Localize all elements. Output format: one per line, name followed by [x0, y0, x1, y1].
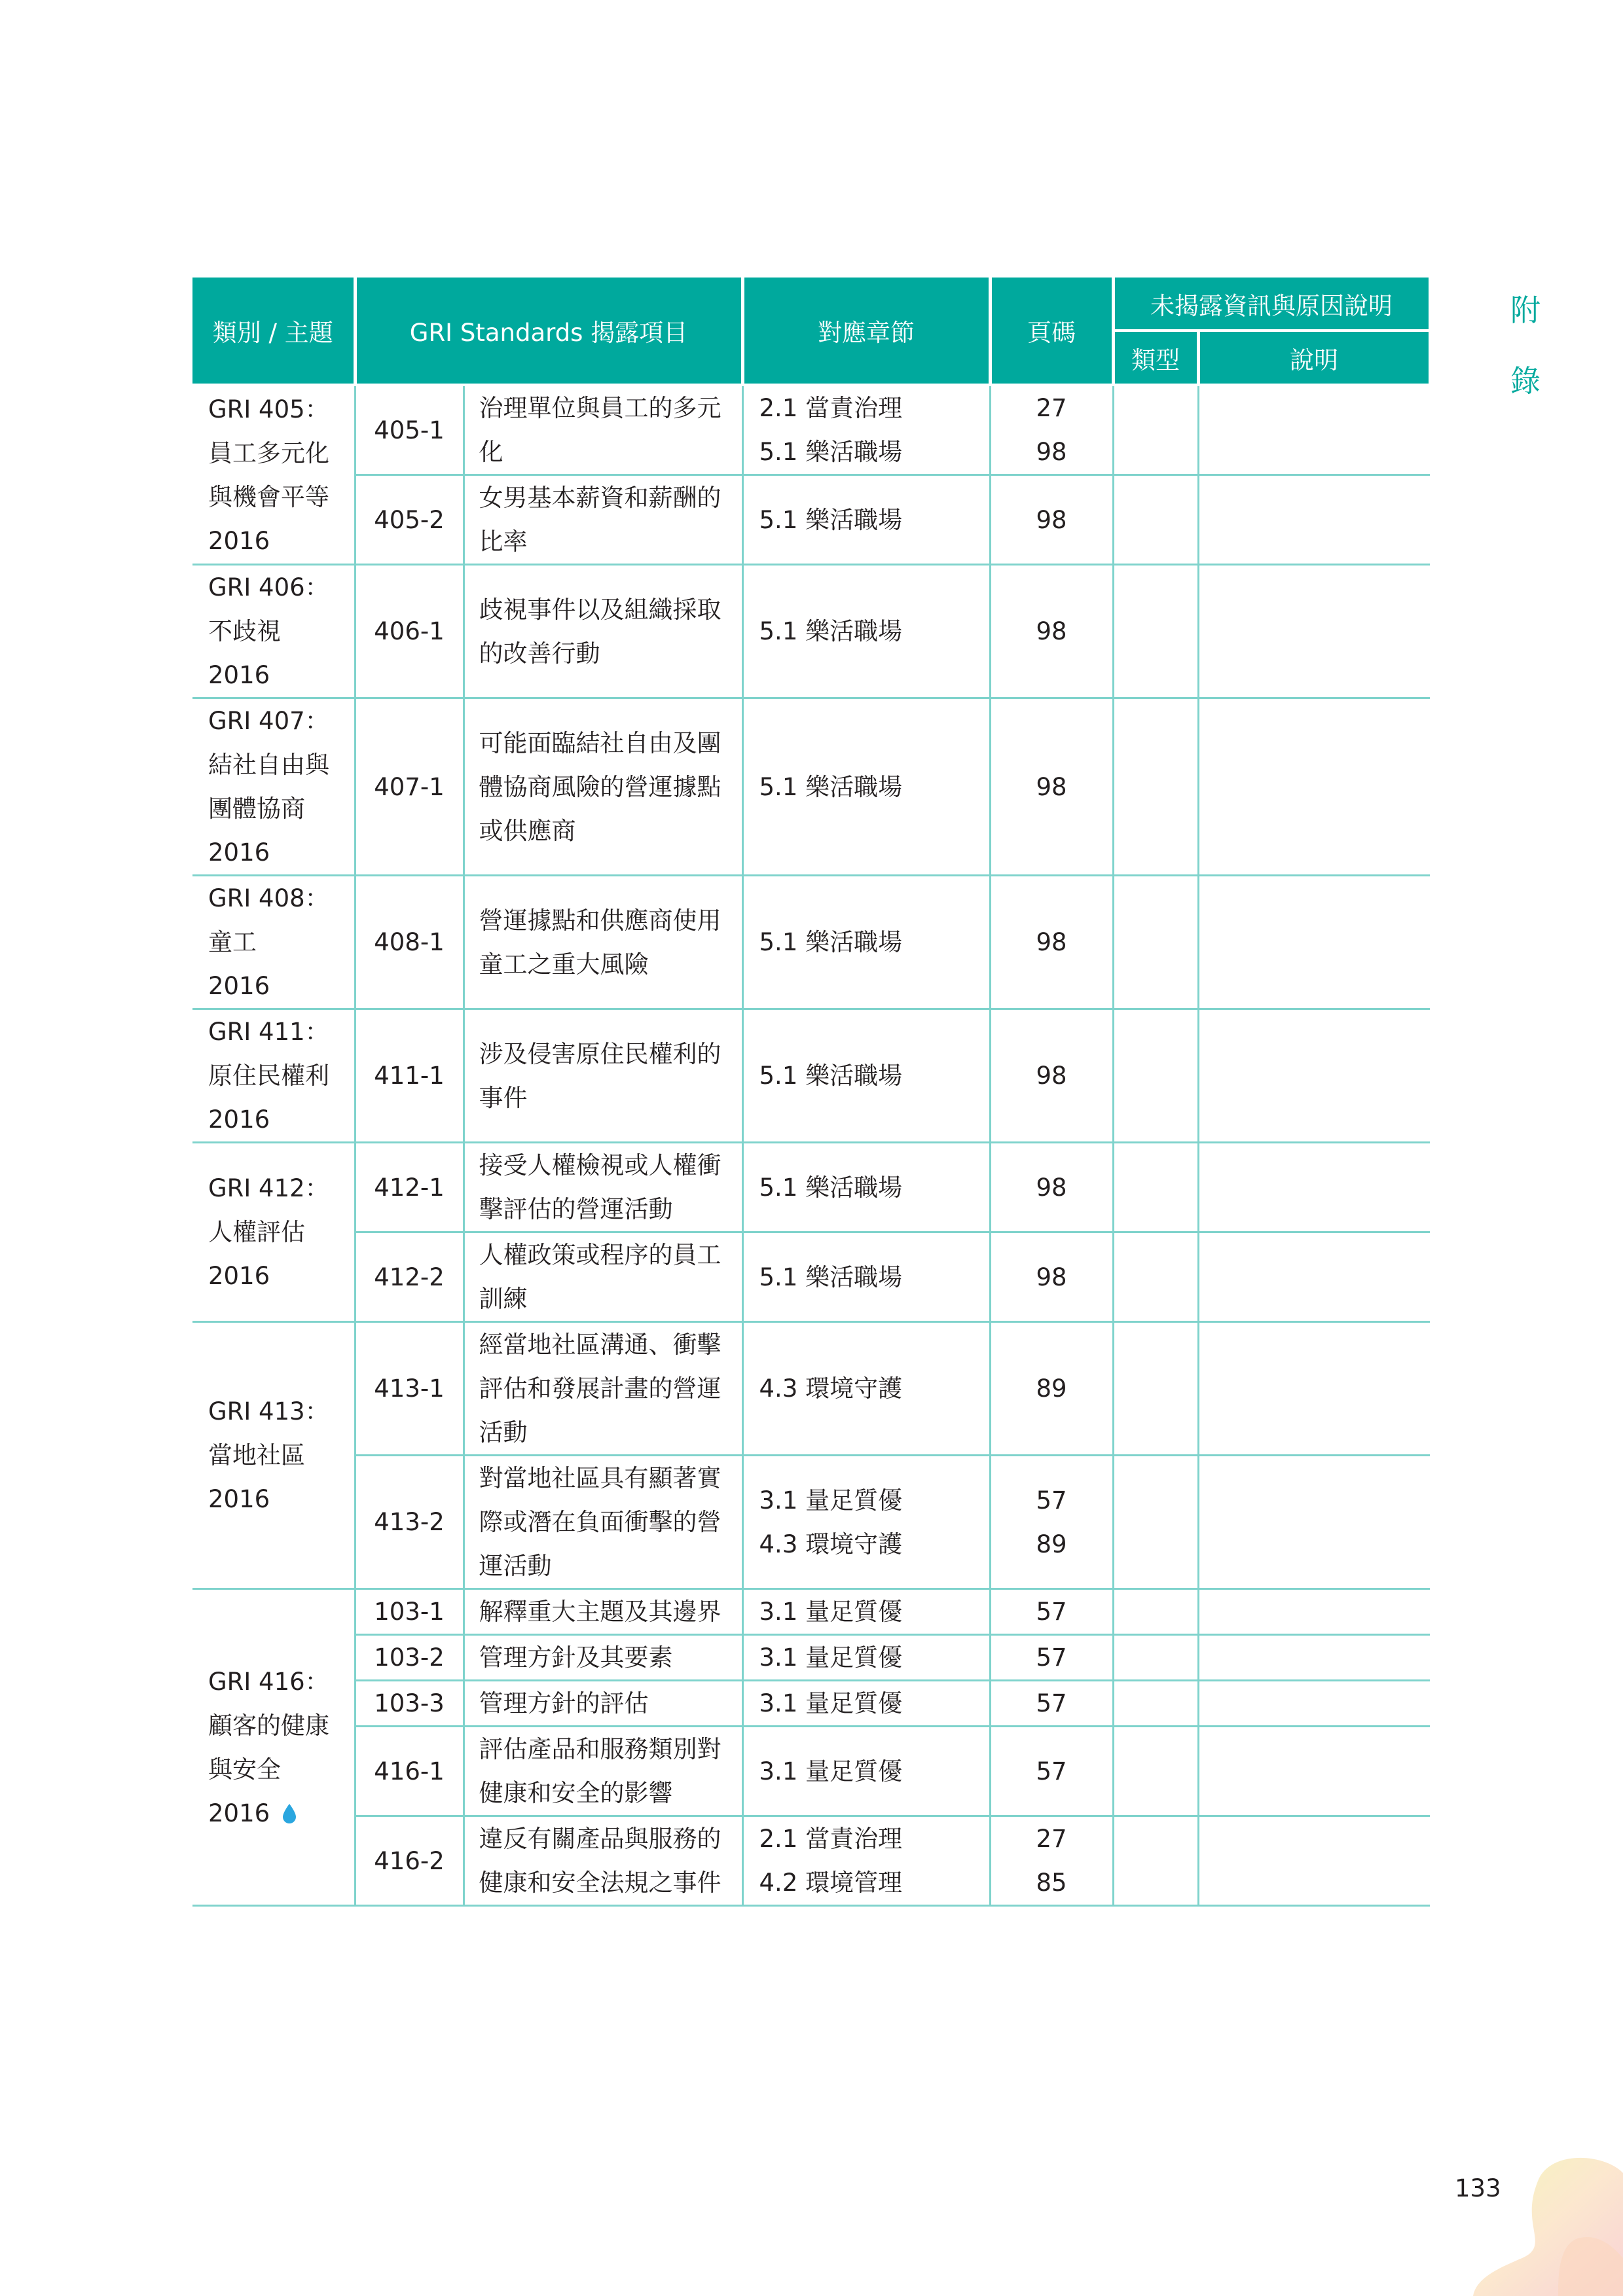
table-body [192, 385, 1430, 1906]
table-row [192, 1322, 1430, 1456]
table-header [192, 278, 1430, 385]
disclosure-item [464, 565, 742, 698]
type-cell [1113, 1143, 1198, 1232]
disclosure-item-line: 評估和發展計畫的營運 [479, 1374, 721, 1403]
page-line: 85 [1036, 1869, 1067, 1897]
disclosure-item-line: 管理方針的評估 [479, 1689, 649, 1717]
page-line: 89 [1036, 1530, 1067, 1558]
chapter-line: 5.1 樂活職場 [759, 1263, 903, 1291]
disclosure-code: 103-3 [355, 1681, 464, 1727]
table-row [192, 565, 1430, 698]
page-cell [990, 1589, 1113, 1635]
disclosure-item-line: 際或潛在負面衝擊的營 [479, 1508, 721, 1536]
header-gri-standards: GRI Standards 揭露項目 [355, 278, 742, 385]
disclosure-item-line: 體協商風險的營運據點 [479, 772, 721, 801]
chapter-cell [742, 1009, 990, 1143]
topic-cell [192, 698, 355, 876]
explanation-cell [1198, 1589, 1430, 1635]
topic-line: 2016 [208, 1485, 270, 1513]
disclosure-item-line: 可能面臨結社自由及團 [479, 728, 721, 757]
table-row [192, 1635, 1430, 1681]
page-line: 98 [1036, 772, 1067, 801]
type-cell [1113, 1681, 1198, 1727]
type-cell [1113, 1232, 1198, 1322]
page-line: 57 [1036, 1689, 1067, 1717]
disclosure-item-line: 治理單位與員工的多元 [479, 394, 721, 422]
chapter-line: 4.2 環境管理 [759, 1869, 903, 1897]
page-cell [990, 1143, 1113, 1232]
disclosure-item [464, 698, 742, 876]
chapter-line: 5.1 樂活職場 [759, 1062, 903, 1090]
disclosure-item [464, 1143, 742, 1232]
disclosure-item-line: 接受人權檢視或人權衝 [479, 1151, 721, 1179]
topic-line: 不歧視 [208, 617, 281, 645]
topic-cell [192, 565, 355, 698]
type-cell [1113, 475, 1198, 565]
explanation-cell [1198, 876, 1430, 1009]
disclosure-code: 413-2 [355, 1456, 464, 1589]
chapter-cell [742, 1322, 990, 1456]
chapter-cell [742, 475, 990, 565]
appendix-side-label [1506, 275, 1545, 416]
chapter-cell [742, 1456, 990, 1589]
page-number: 133 [1455, 2174, 1501, 2202]
chapter-line: 4.3 環境守護 [759, 1530, 903, 1558]
disclosure-item-line: 擊評估的營運活動 [479, 1195, 673, 1223]
topic-line: GRI 416： [208, 1667, 329, 1696]
topic-line: 2016 [208, 1799, 270, 1827]
topic-cell [192, 1589, 355, 1906]
chapter-line: 3.1 量足質優 [759, 1643, 903, 1672]
page-cell [990, 1681, 1113, 1727]
explanation-cell [1198, 1681, 1430, 1727]
page-line: 98 [1036, 1062, 1067, 1090]
disclosure-item-line: 經當地社區溝通、衝擊 [479, 1331, 721, 1359]
page-cell [990, 1816, 1113, 1906]
disclosure-item-line: 健康和安全的影響 [479, 1779, 673, 1807]
type-cell [1113, 1322, 1198, 1456]
chapter-line: 5.1 樂活職場 [759, 772, 903, 801]
chapter-line: 5.1 樂活職場 [759, 617, 903, 645]
disclosure-code: 412-2 [355, 1232, 464, 1322]
topic-line: 2016 [208, 1262, 270, 1290]
explanation-cell [1198, 385, 1430, 475]
chapter-line: 3.1 量足質優 [759, 1689, 903, 1717]
header-category: 類別 / 主題 [192, 278, 355, 385]
page-line: 27 [1036, 1825, 1067, 1853]
chapter-line: 5.1 樂活職場 [759, 928, 903, 956]
page-line: 98 [1036, 928, 1067, 956]
table-row [192, 1232, 1430, 1322]
page-line: 57 [1036, 1598, 1067, 1626]
topic-cell [192, 1009, 355, 1143]
topic-line: 員工多元化 [208, 439, 329, 467]
table-row [192, 1727, 1430, 1816]
page-cell [990, 1232, 1113, 1322]
topic-line: 2016 [208, 1105, 270, 1134]
type-cell [1113, 1009, 1198, 1143]
page-line: 98 [1036, 505, 1067, 534]
table-row [192, 1816, 1430, 1906]
disclosure-item-line: 歧視事件以及組織採取 [479, 595, 721, 624]
disclosure-code: 405-2 [355, 475, 464, 565]
table-row [192, 1143, 1430, 1232]
topic-line: GRI 406： [208, 573, 329, 601]
disclosure-item [464, 1232, 742, 1322]
header-chapter: 對應章節 [742, 278, 990, 385]
table-row [192, 698, 1430, 876]
explanation-cell [1198, 475, 1430, 565]
topic-line: 當地社區 [208, 1441, 305, 1469]
topic-cell [192, 1143, 355, 1322]
table-row [192, 1589, 1430, 1635]
disclosure-item-line: 的改善行動 [479, 639, 600, 668]
topic-line: GRI 405： [208, 395, 329, 423]
chapter-line: 2.1 當責治理 [759, 394, 903, 422]
topic-line: GRI 411： [208, 1018, 329, 1046]
chapter-line: 5.1 樂活職場 [759, 1173, 903, 1202]
table-row [192, 876, 1430, 1009]
disclosure-item-line: 管理方針及其要素 [479, 1643, 673, 1672]
disclosure-item [464, 1322, 742, 1456]
type-cell [1113, 1816, 1198, 1906]
disclosure-item [464, 1456, 742, 1589]
explanation-cell [1198, 1322, 1430, 1456]
disclosure-item-line: 違反有關產品與服務的 [479, 1825, 721, 1853]
table-row [192, 1456, 1430, 1589]
explanation-cell [1198, 1816, 1430, 1906]
table-row [192, 1681, 1430, 1727]
disclosure-item-line: 評估產品和服務類別對 [479, 1735, 721, 1763]
page-cell [990, 1635, 1113, 1681]
disclosure-item [464, 1816, 742, 1906]
disclosure-code: 411-1 [355, 1009, 464, 1143]
chapter-cell [742, 1589, 990, 1635]
chapter-cell [742, 385, 990, 475]
disclosure-item-line: 運活動 [479, 1552, 552, 1580]
disclosure-item-line: 女男基本薪資和薪酬的 [479, 484, 721, 512]
type-cell [1113, 1456, 1198, 1589]
type-cell [1113, 698, 1198, 876]
chapter-cell [742, 1727, 990, 1816]
chapter-line: 3.1 量足質優 [759, 1757, 903, 1785]
topic-line: 與安全 [208, 1755, 281, 1784]
chapter-line: 4.3 環境守護 [759, 1374, 903, 1403]
table-row [192, 1009, 1430, 1143]
disclosure-item [464, 1589, 742, 1635]
topic-line: 與機會平等 [208, 482, 329, 511]
page-cell [990, 698, 1113, 876]
gri-index-table [192, 278, 1432, 1907]
explanation-cell [1198, 1727, 1430, 1816]
chapter-cell [742, 1232, 990, 1322]
disclosure-item-line: 營運據點和供應商使用 [479, 906, 721, 935]
disclosure-item [464, 475, 742, 565]
disclosure-item-line: 或供應商 [479, 816, 576, 845]
disclosure-code: 416-1 [355, 1727, 464, 1816]
page-line: 98 [1036, 617, 1067, 645]
page-line: 57 [1036, 1486, 1067, 1515]
disclosure-item-line: 人權政策或程序的員工 [479, 1241, 721, 1269]
disclosure-item-line: 涉及侵害原住民權利的 [479, 1039, 721, 1068]
explanation-cell [1198, 1232, 1430, 1322]
page-cell [990, 1456, 1113, 1589]
water-drop-icon [282, 1803, 297, 1824]
disclosure-item-line: 訓練 [479, 1285, 528, 1313]
chapter-cell [742, 698, 990, 876]
topic-line: 2016 [208, 972, 270, 1000]
page-cell [990, 1009, 1113, 1143]
explanation-cell [1198, 565, 1430, 698]
disclosure-item [464, 1727, 742, 1816]
topic-line: 團體協商 [208, 795, 305, 823]
disclosure-item [464, 385, 742, 475]
page-cell [990, 1727, 1113, 1816]
disclosure-item-line: 比率 [479, 528, 528, 556]
topic-line: 2016 [208, 526, 270, 555]
topic-line: GRI 408： [208, 884, 329, 912]
explanation-cell [1198, 698, 1430, 876]
topic-cell [192, 1322, 355, 1589]
chapter-cell [742, 876, 990, 1009]
chapter-line: 2.1 當責治理 [759, 1825, 903, 1853]
disclosure-code: 406-1 [355, 565, 464, 698]
chapter-cell [742, 565, 990, 698]
disclosure-item-line: 對當地社區具有顯著實 [479, 1464, 721, 1492]
chapter-line: 3.1 量足質優 [759, 1486, 903, 1515]
topic-cell [192, 876, 355, 1009]
header-undisclosed: 未揭露資訊與原因說明 [1113, 278, 1430, 331]
disclosure-code: 405-1 [355, 385, 464, 475]
disclosure-code: 413-1 [355, 1322, 464, 1456]
disclosure-code: 103-1 [355, 1589, 464, 1635]
page-line: 27 [1036, 394, 1067, 422]
disclosure-code: 103-2 [355, 1635, 464, 1681]
chapter-cell [742, 1143, 990, 1232]
page-cell [990, 876, 1113, 1009]
chapter-cell [742, 1681, 990, 1727]
explanation-cell [1198, 1456, 1430, 1589]
page-line: 89 [1036, 1374, 1067, 1403]
explanation-cell [1198, 1143, 1430, 1232]
type-cell [1113, 565, 1198, 698]
disclosure-code: 416-2 [355, 1816, 464, 1906]
topic-cell [192, 385, 355, 565]
page-line: 98 [1036, 1263, 1067, 1291]
topic-line: 童工 [208, 928, 257, 956]
explanation-cell [1198, 1009, 1430, 1143]
table-row [192, 475, 1430, 565]
type-cell [1113, 1727, 1198, 1816]
chapter-line: 3.1 量足質優 [759, 1598, 903, 1626]
page-cell [990, 385, 1113, 475]
topic-line: 結社自由與 [208, 751, 329, 779]
topic-line: GRI 407： [208, 707, 329, 735]
page-line: 57 [1036, 1643, 1067, 1672]
topic-line: GRI 413： [208, 1397, 329, 1426]
page-line: 98 [1036, 438, 1067, 466]
page-cell [990, 565, 1113, 698]
topic-line: 顧客的健康 [208, 1711, 329, 1740]
header-explanation: 說明 [1198, 331, 1430, 385]
disclosure-item-line: 事件 [479, 1083, 528, 1112]
topic-line: 人權評估 [208, 1218, 305, 1246]
topic-line: 原住民權利 [208, 1062, 329, 1090]
disclosure-item-line: 活動 [479, 1418, 528, 1446]
header-type: 類型 [1113, 331, 1198, 385]
table-row [192, 385, 1430, 475]
disclosure-code: 412-1 [355, 1143, 464, 1232]
decorative-blob-icon [1460, 2153, 1623, 2296]
disclosure-item [464, 1681, 742, 1727]
page-line: 57 [1036, 1757, 1067, 1785]
disclosure-item-line: 健康和安全法規之事件 [479, 1869, 721, 1897]
explanation-cell [1198, 1635, 1430, 1681]
chapter-cell [742, 1816, 990, 1906]
type-cell [1113, 1635, 1198, 1681]
page-cell [990, 475, 1113, 565]
side-label-char-2: 錄 [1510, 363, 1541, 399]
disclosure-item [464, 1009, 742, 1143]
type-cell [1113, 876, 1198, 1009]
disclosure-item [464, 1635, 742, 1681]
disclosure-code: 407-1 [355, 698, 464, 876]
chapter-line: 5.1 樂活職場 [759, 505, 903, 534]
disclosure-item [464, 876, 742, 1009]
chapter-cell [742, 1635, 990, 1681]
disclosure-item-line: 化 [479, 438, 503, 466]
header-page: 頁碼 [990, 278, 1113, 385]
side-label-char-1: 附 [1510, 293, 1541, 328]
topic-line: 2016 [208, 661, 270, 689]
type-cell [1113, 385, 1198, 475]
page-line: 98 [1036, 1173, 1067, 1202]
disclosure-code: 408-1 [355, 876, 464, 1009]
topic-line: 2016 [208, 838, 270, 867]
type-cell [1113, 1589, 1198, 1635]
disclosure-item-line: 解釋重大主題及其邊界 [479, 1598, 721, 1626]
page-cell [990, 1322, 1113, 1456]
topic-line: GRI 412： [208, 1174, 329, 1202]
disclosure-item-line: 童工之重大風險 [479, 950, 649, 978]
chapter-line: 5.1 樂活職場 [759, 438, 903, 466]
